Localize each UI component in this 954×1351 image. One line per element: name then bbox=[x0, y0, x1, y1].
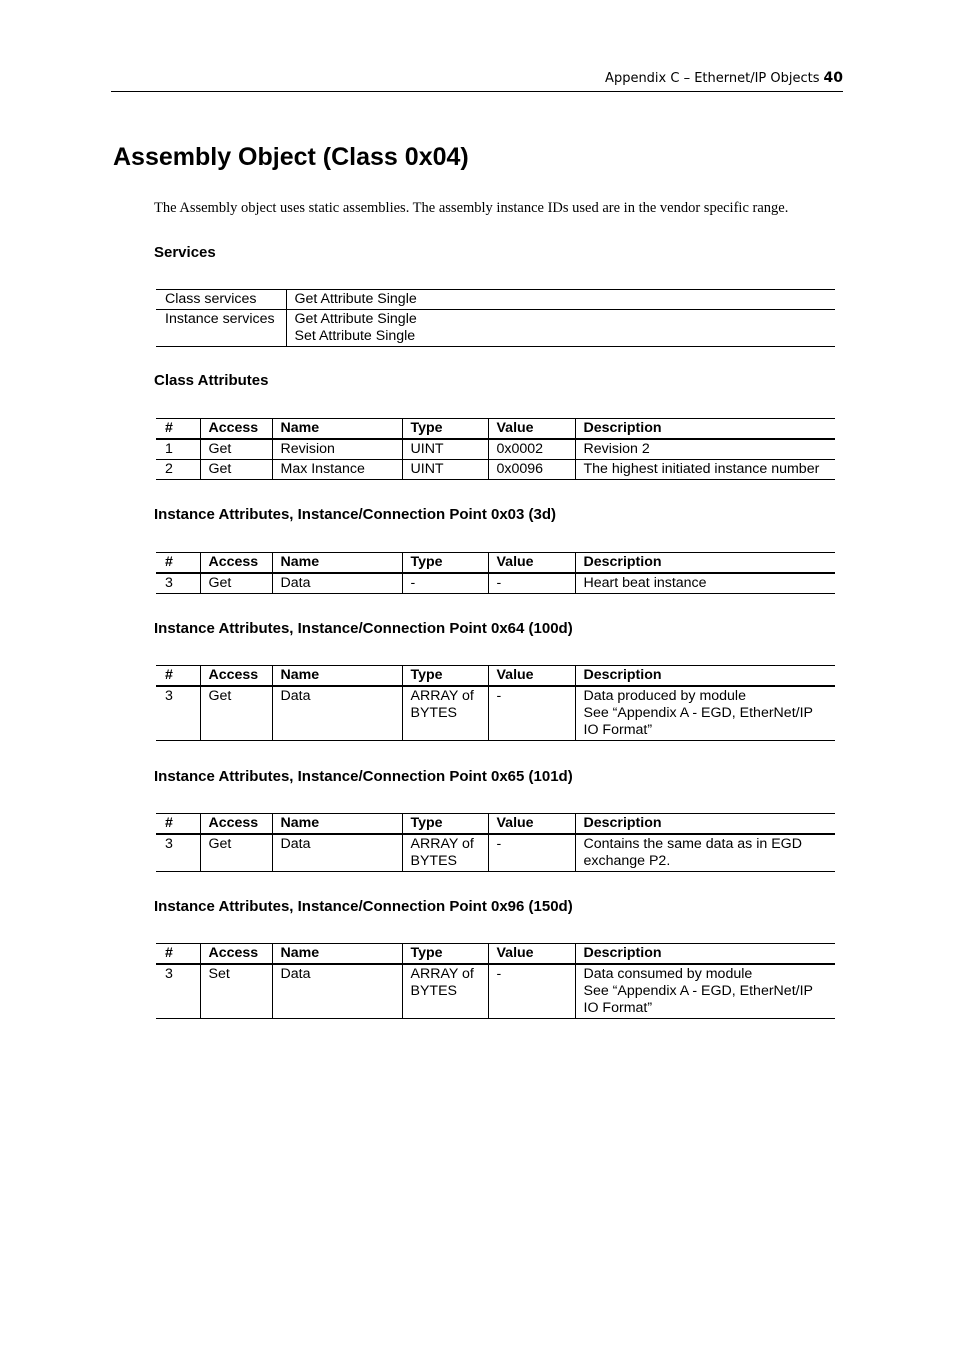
instance-services-value bbox=[286, 310, 835, 347]
cell-description bbox=[575, 964, 835, 1019]
type-line: ARRAY of bbox=[410, 836, 474, 852]
col-type: Type bbox=[402, 553, 488, 574]
col-description: Description bbox=[575, 814, 835, 835]
col-description: Description bbox=[575, 553, 835, 574]
cell-num: 3 bbox=[156, 686, 200, 741]
col-num: # bbox=[156, 666, 200, 687]
col-name: Name bbox=[272, 814, 402, 835]
col-access: Access bbox=[200, 944, 272, 965]
col-type: Type bbox=[402, 944, 488, 965]
inst65-table bbox=[156, 813, 835, 872]
cell-description: Heart beat instance bbox=[575, 573, 835, 594]
table-row bbox=[156, 686, 835, 741]
cell-type bbox=[402, 686, 488, 741]
col-value: Value bbox=[488, 666, 575, 687]
cell-type: UINT bbox=[402, 439, 488, 460]
col-access: Access bbox=[200, 553, 272, 574]
cell-access: Get bbox=[200, 460, 272, 480]
col-access: Access bbox=[200, 419, 272, 440]
col-name: Name bbox=[272, 553, 402, 574]
cell-name: Max Instance bbox=[272, 460, 402, 480]
description-line: Contains the same data as in EGD bbox=[583, 836, 802, 852]
col-value: Value bbox=[488, 814, 575, 835]
class-services-label: Class services bbox=[156, 290, 286, 310]
cell-access: Get bbox=[200, 573, 272, 594]
cell-description: The highest initiated instance number bbox=[575, 460, 835, 480]
cell-type bbox=[402, 964, 488, 1019]
type-line: BYTES bbox=[410, 983, 458, 999]
type-line: BYTES bbox=[410, 853, 458, 869]
col-type: Type bbox=[402, 419, 488, 440]
cell-name: Data bbox=[272, 686, 402, 741]
col-type: Type bbox=[402, 666, 488, 687]
cell-num: 3 bbox=[156, 573, 200, 594]
description-line: IO Format” bbox=[583, 1000, 653, 1016]
col-access: Access bbox=[200, 666, 272, 687]
col-name: Name bbox=[272, 419, 402, 440]
cell-num: 1 bbox=[156, 439, 200, 460]
description-line: exchange P2. bbox=[583, 853, 671, 869]
page-number: 40 bbox=[823, 70, 843, 86]
cell-value: 0x0096 bbox=[488, 460, 575, 480]
cell-value: - bbox=[488, 964, 575, 1019]
type-line: ARRAY of bbox=[410, 688, 474, 704]
table-row bbox=[156, 290, 835, 310]
cell-access: Get bbox=[200, 686, 272, 741]
cell-description bbox=[575, 834, 835, 872]
description-line: IO Format” bbox=[583, 722, 653, 738]
table-header-row bbox=[156, 666, 835, 687]
inst03-table bbox=[156, 552, 835, 594]
cell-access: Set bbox=[200, 964, 272, 1019]
services-table bbox=[156, 289, 835, 347]
inst96-heading: Instance Attributes, Instance/Connection Point 0x96 (150d) bbox=[154, 898, 573, 915]
col-value: Value bbox=[488, 553, 575, 574]
cell-name: Data bbox=[272, 573, 402, 594]
inst64-table bbox=[156, 665, 835, 741]
col-name: Name bbox=[272, 944, 402, 965]
page-header bbox=[111, 70, 843, 92]
cell-name: Data bbox=[272, 834, 402, 872]
cell-name: Revision bbox=[272, 439, 402, 460]
description-line: See “Appendix A - EGD, EtherNet/IP bbox=[583, 705, 813, 721]
cell-name: Data bbox=[272, 964, 402, 1019]
table-header-row bbox=[156, 553, 835, 574]
col-description: Description bbox=[575, 666, 835, 687]
col-num: # bbox=[156, 944, 200, 965]
col-num: # bbox=[156, 553, 200, 574]
table-header-row bbox=[156, 944, 835, 965]
cell-type: - bbox=[402, 573, 488, 594]
description-line: Data consumed by module bbox=[583, 966, 753, 982]
class-services-value: Get Attribute Single bbox=[286, 290, 835, 310]
col-name: Name bbox=[272, 666, 402, 687]
table-row bbox=[156, 460, 835, 480]
cell-num: 3 bbox=[156, 964, 200, 1019]
cell-value: - bbox=[488, 573, 575, 594]
table-header-row bbox=[156, 419, 835, 440]
col-num: # bbox=[156, 419, 200, 440]
col-description: Description bbox=[575, 944, 835, 965]
table-header-row bbox=[156, 814, 835, 835]
inst65-heading: Instance Attributes, Instance/Connection Point 0x65 (101d) bbox=[154, 768, 573, 785]
inst96-table bbox=[156, 943, 835, 1019]
cell-type: UINT bbox=[402, 460, 488, 480]
col-num: # bbox=[156, 814, 200, 835]
header-text: Appendix C – Ethernet/IP Objects bbox=[605, 71, 820, 86]
cell-access: Get bbox=[200, 439, 272, 460]
type-line: BYTES bbox=[410, 705, 458, 721]
cell-description bbox=[575, 686, 835, 741]
col-access: Access bbox=[200, 814, 272, 835]
services-heading: Services bbox=[154, 244, 216, 261]
instance-service-1: Get Attribute Single bbox=[294, 311, 417, 327]
cell-value: - bbox=[488, 834, 575, 872]
class-attributes-table bbox=[156, 418, 835, 480]
class-attributes-heading: Class Attributes bbox=[154, 372, 269, 389]
cell-description: Revision 2 bbox=[575, 439, 835, 460]
table-row bbox=[156, 573, 835, 594]
col-value: Value bbox=[488, 944, 575, 965]
cell-access: Get bbox=[200, 834, 272, 872]
intro-paragraph: The Assembly object uses static assemblies. The assembly instance IDs used are in the vendor specific range. bbox=[154, 200, 789, 216]
instance-services-label: Instance services bbox=[156, 310, 286, 347]
cell-value: 0x0002 bbox=[488, 439, 575, 460]
table-row bbox=[156, 834, 835, 872]
description-line: Data produced by module bbox=[583, 688, 746, 704]
cell-num: 2 bbox=[156, 460, 200, 480]
inst03-heading: Instance Attributes, Instance/Connection Point 0x03 (3d) bbox=[154, 506, 557, 523]
col-type: Type bbox=[402, 814, 488, 835]
table-row bbox=[156, 439, 835, 460]
type-line: ARRAY of bbox=[410, 966, 474, 982]
inst64-heading: Instance Attributes, Instance/Connection Point 0x64 (100d) bbox=[154, 620, 573, 637]
col-description: Description bbox=[575, 419, 835, 440]
cell-value: - bbox=[488, 686, 575, 741]
page-title: Assembly Object (Class 0x04) bbox=[113, 143, 469, 171]
table-row bbox=[156, 964, 835, 1019]
cell-num: 3 bbox=[156, 834, 200, 872]
cell-type bbox=[402, 834, 488, 872]
table-row bbox=[156, 310, 835, 347]
instance-service-2: Set Attribute Single bbox=[294, 328, 416, 344]
col-value: Value bbox=[488, 419, 575, 440]
description-line: See “Appendix A - EGD, EtherNet/IP bbox=[583, 983, 813, 999]
